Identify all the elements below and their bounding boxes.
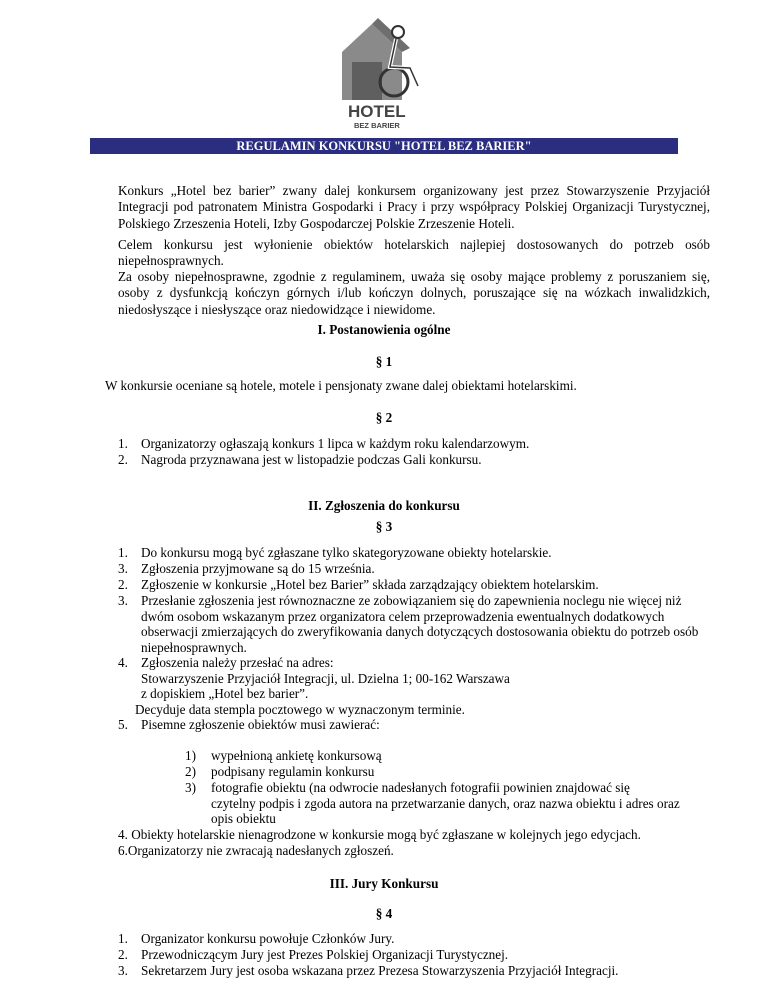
list-item: Organizatorzy ogłaszają konkurs 1 lipca w każdym roku kalendarzowym. xyxy=(141,436,530,451)
sublist-item: podpisany regulamin konkursu xyxy=(211,764,375,779)
logo-main-text: HOTEL xyxy=(348,102,406,121)
sublist-item-line: opis obiektu xyxy=(211,811,276,827)
list-number: 2. xyxy=(118,577,128,592)
list-item-multiline xyxy=(141,593,698,655)
list-item: Organizator konkursu powołuje Członków Jury. xyxy=(141,931,395,946)
list-number: 1. xyxy=(118,436,128,451)
postmark-note: Decyduje data stempla pocztowego w wyznaczonym terminie. xyxy=(135,701,465,717)
list-item: Przewodniczącym Jury jest Prezes Polskiej Organizacji Turystycznej. xyxy=(141,947,509,962)
goal-paragraph: Celem konkursu jest wyłonienie obiektów hotelarskich najlepiej dostosowanych do potrzeb osób niepełnosprawnych. xyxy=(118,237,710,269)
address-block xyxy=(135,655,510,717)
list-item-line: dwóm osobom wskazanym przez organizatora celem przeprowadzenia ewentualnych dodatkowych xyxy=(141,608,665,624)
paragraph-1-text: W konkursie oceniane są hotele, motele i pensjonaty zwane dalej obiektami hotelarskimi. xyxy=(105,378,577,393)
list-item: Zgłoszenia przyjmowane są do 15 września. xyxy=(141,561,375,576)
list-item: Sekretarzem Jury jest osoba wskazana przez Prezesa Stowarzyszenia Przyjaciół Integracji. xyxy=(141,963,619,978)
paragraph-1-mark: § 1 xyxy=(375,354,393,369)
intro-paragraph: Konkurs „Hotel bez barier” zwany dalej konkursem organizowany jest przez Stowarzyszenie Przyjaciół Integracji pod patronatem Ministra Gospodarki i Pracy i przy współpracy Polskiej Organizacji Turystycznej, Polskiego Zrzeszenia Hoteli, Izby Gospodarczej Polskie Zrzeszenie Hoteli. xyxy=(118,183,710,231)
list-number: 5. xyxy=(118,717,128,732)
address-note: z dopiskiem „Hotel bez barier”. xyxy=(141,686,309,702)
list-item-line: niepełnosprawnych. xyxy=(141,639,247,655)
sublist-item-line: czytelny podpis i zgoda autora na przetwarzanie danych, oraz nazwa obiektu i adres oraz xyxy=(211,795,680,811)
hotel-bez-barier-logo xyxy=(332,12,432,134)
list-item-line: Zgłoszenia należy przesłać na adres: xyxy=(141,655,334,670)
section-1-heading: I. Postanowienia ogólne xyxy=(317,322,451,337)
note-no-return: 6.Organizatorzy nie zwracają nadesłanych zgłoszeń. xyxy=(118,843,394,858)
list-number: 2. xyxy=(118,947,128,962)
list-number: 3. xyxy=(118,561,128,576)
address-line: Stowarzyszenie Przyjaciół Integracji, ul. Dzielna 1; 00-162 Warszawa xyxy=(141,670,510,686)
paragraph-3-mark: § 3 xyxy=(375,519,393,534)
list-item: Zgłoszenie w konkursie „Hotel bez Barier” składa zarządzający obiektem hotelarskim. xyxy=(141,577,599,592)
sublist-number: 1) xyxy=(185,748,196,763)
sublist-number: 2) xyxy=(185,764,196,779)
list-item-line: obserwacji zmierzających do zweryfikowania danych dotyczących dostosowania obiektu do potrzeb osób xyxy=(141,624,699,640)
definition-paragraph: Za osoby niepełnosprawne, zgodnie z regulaminem, uważa się osoby mające problemy z poruszaniem się, osoby z dysfunkcją kończyn górnych i/lub kończyn dolnych, poruszające się na wózkach inwalidzkich, niedosłyszące i niesłyszące oraz niedowidzące i niewidome. xyxy=(118,269,710,317)
list-item: Pisemne zgłoszenie obiektów musi zawierać: xyxy=(141,717,380,732)
section-3-heading: III. Jury Konkursu xyxy=(329,876,439,891)
list-item: Do konkursu mogą być zgłaszane tylko skategoryzowane obiekty hotelarskie. xyxy=(141,545,552,560)
logo-sub-text: BEZ BARIER xyxy=(354,121,400,130)
section-2-heading: II. Zgłoszenia do konkursu xyxy=(308,498,460,513)
list-number: 3. xyxy=(118,963,128,978)
list-number: 2. xyxy=(118,452,128,467)
sublist-item-line: fotografie obiektu (na odwrocie nadesłanych fotografii powinien znajdować się xyxy=(211,780,630,795)
list-number: 4. xyxy=(118,655,128,670)
list-item-line: Przesłanie zgłoszenia jest równoznaczne ze zobowiązaniem się do zapewnienia noclegu nie więcej niż xyxy=(141,593,682,608)
sublist-number: 3) xyxy=(185,780,196,795)
sublist-item-multiline xyxy=(211,780,680,827)
list-item: Nagroda przyznawana jest w listopadzie podczas Gali konkursu. xyxy=(141,452,482,467)
paragraph-2-mark: § 2 xyxy=(375,410,393,425)
list-number: 1. xyxy=(118,545,128,560)
list-number: 1. xyxy=(118,931,128,946)
paragraph-4-mark: § 4 xyxy=(375,906,393,921)
sublist-item: wypełnioną ankietę konkursową xyxy=(211,748,382,763)
list-number: 3. xyxy=(118,593,128,608)
document-title: REGULAMIN KONKURSU "HOTEL BEZ BARIER" xyxy=(90,138,678,154)
note-unawarded: 4. Obiekty hotelarskie nienagrodzone w konkursie mogą być zgłaszane w kolejnych jego edycjach. xyxy=(118,827,641,842)
